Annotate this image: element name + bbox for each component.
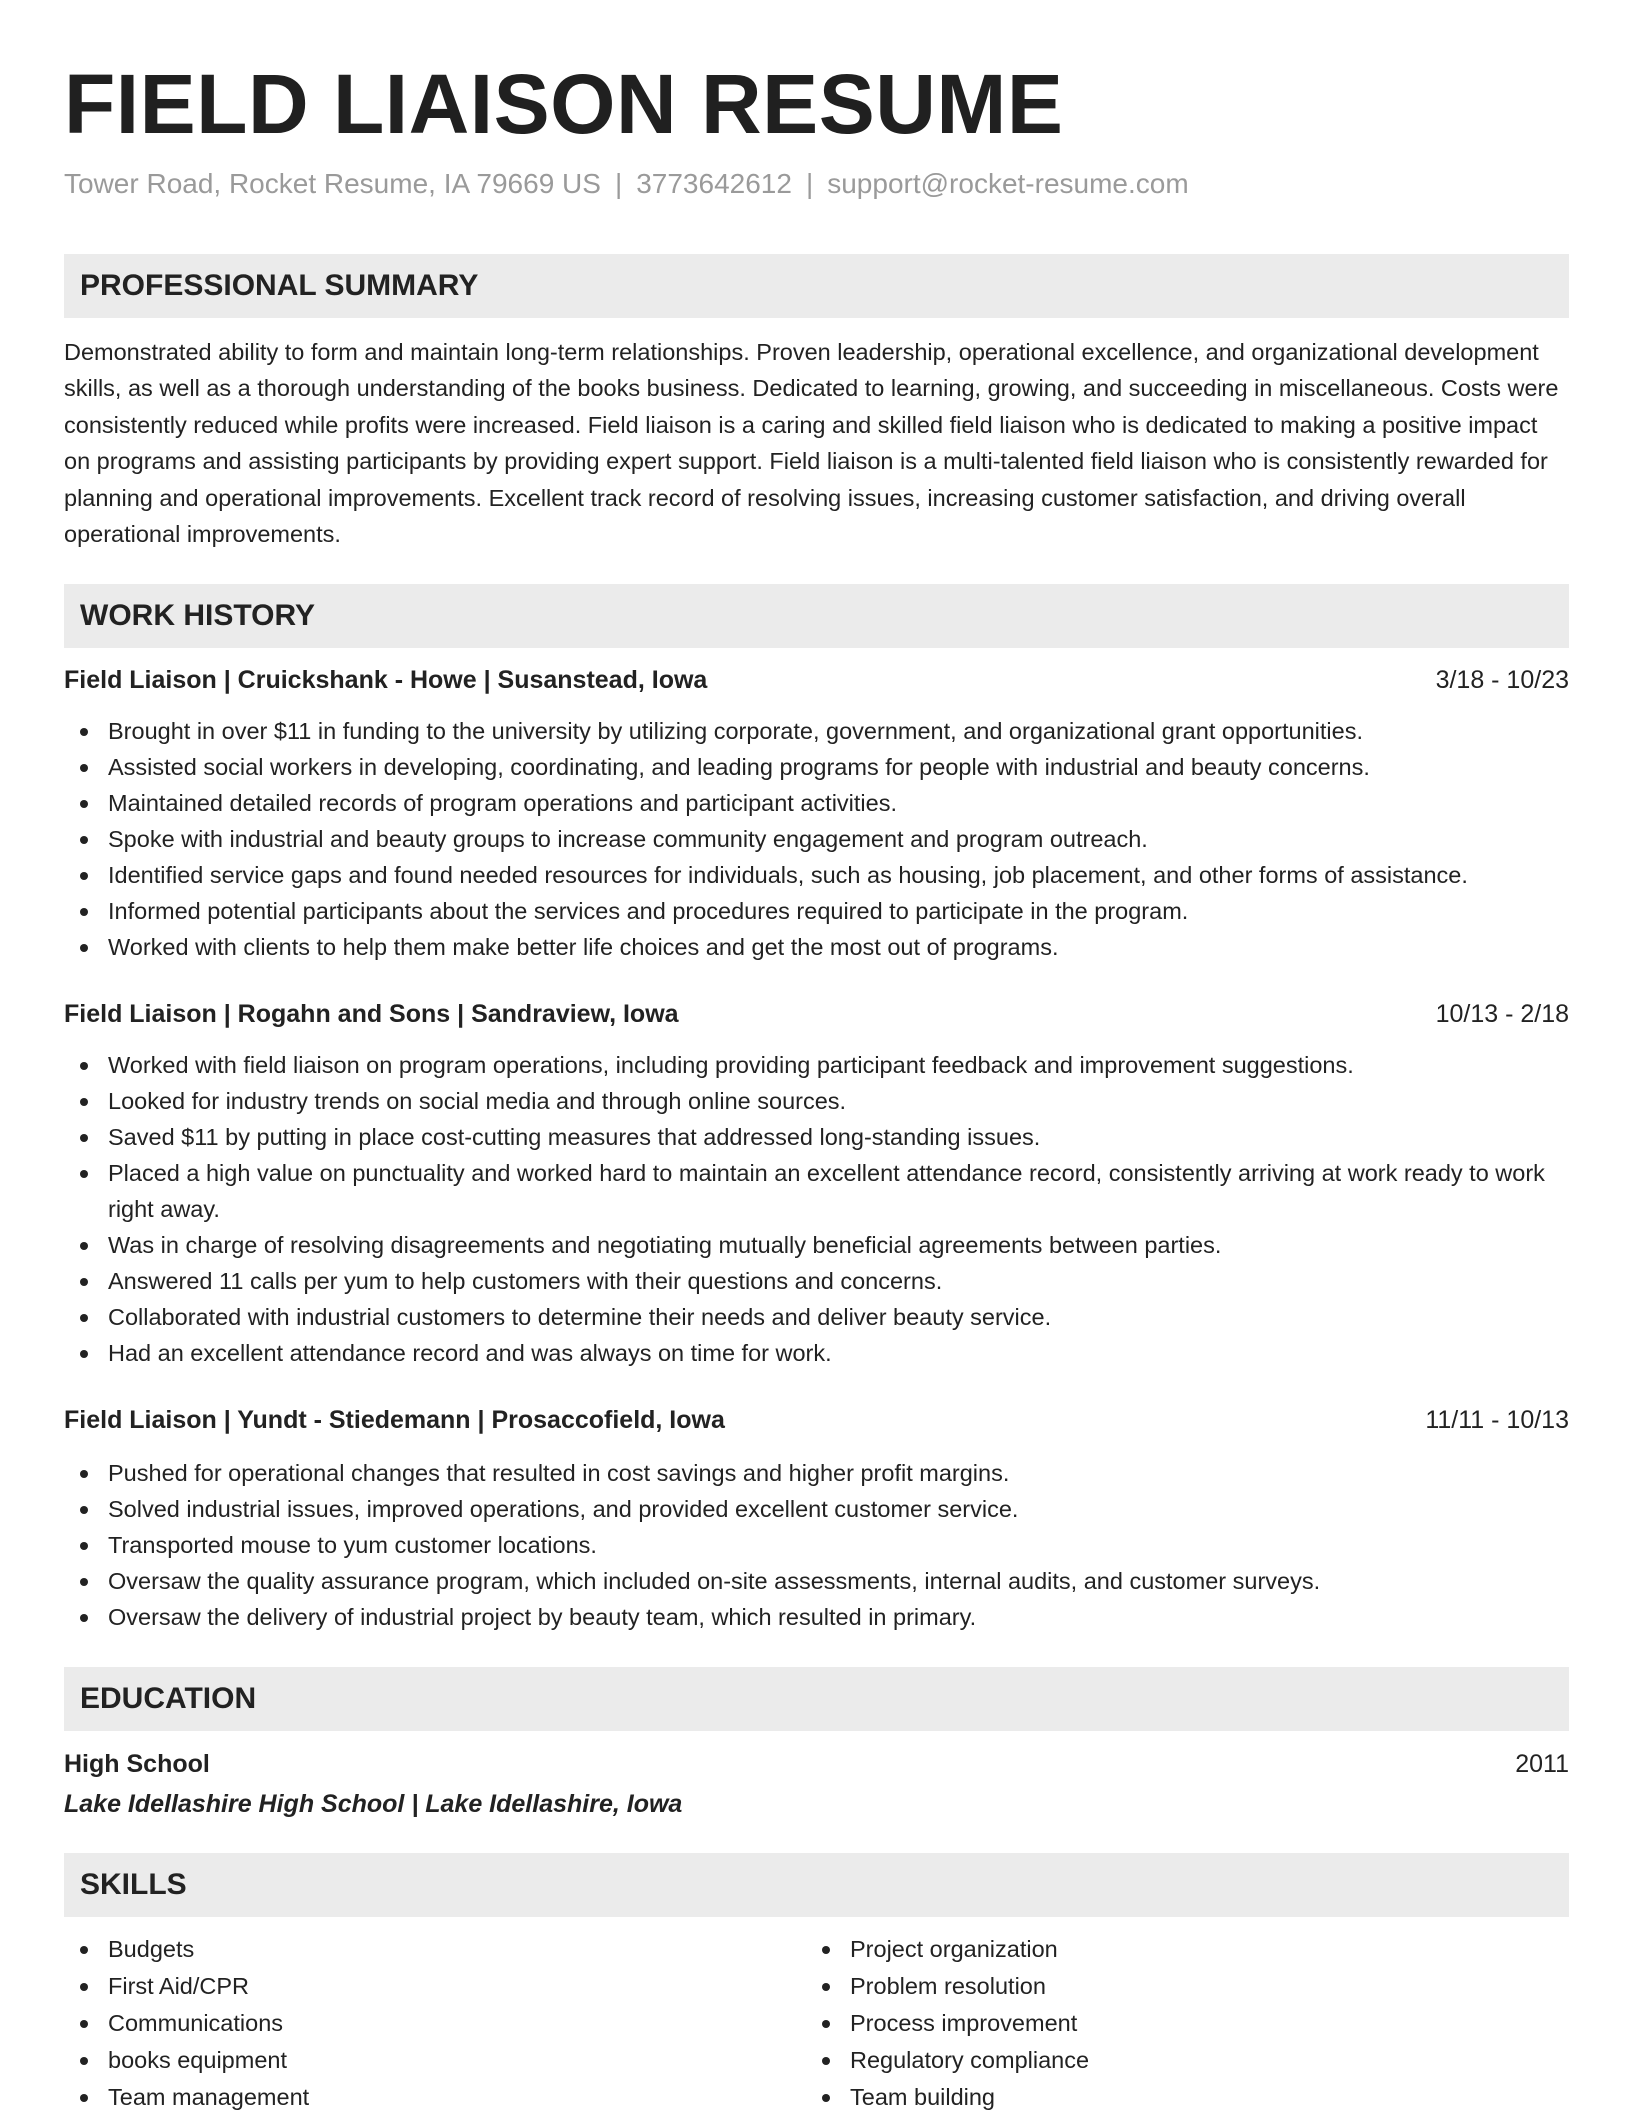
work-history-heading: WORK HISTORY (64, 584, 1569, 648)
education-header (64, 1747, 1569, 1781)
job-bullets (64, 713, 1569, 965)
skills-list-left (64, 1931, 806, 2112)
education-year: 2011 (1515, 1750, 1569, 1779)
job-header (64, 663, 1569, 697)
job-entry (64, 997, 1569, 1371)
job-bullet: Saved $11 by putting in place cost-cutting measures that addressed long-standing issues. (64, 1119, 1569, 1155)
summary-text: Demonstrated ability to form and maintain long-term relationships. Proven leadership, operational excellence, and organizational development skills, as well as a thorough understanding of the books business. Dedicated to learning, growing, and succeeding in miscellaneous. Costs were consistently reduced while profits were increased. Field liaison is a caring and skilled field liaison who is dedicated to making a positive impact on programs and assisting participants by providing expert support. Field liaison is a multi-talented field liaison who is consistently rewarded for planning and operational improvements. Excellent track record of resolving issues, increasing customer satisfaction, and driving overall operational improvements. (64, 339, 1559, 548)
job-bullet: Collaborated with industrial customers to determine their needs and deliver beauty service. (64, 1299, 1569, 1335)
education-degree: High School (64, 1750, 210, 1779)
job-bullet: Spoke with industrial and beauty groups to increase community engagement and program outreach. (64, 821, 1569, 857)
skills-heading: SKILLS (64, 1853, 1569, 1917)
job-bullets (64, 1047, 1569, 1371)
contact-separator: | (614, 168, 623, 199)
job-bullet: Brought in over $11 in funding to the university by utilizing corporate, government, and organizational grant opportunities. (64, 713, 1569, 749)
skill-item: Project organization (806, 1931, 1548, 1968)
contact-phone: 3773642612 (636, 168, 792, 199)
job-bullet: Maintained detailed records of program operations and participant activities. (64, 785, 1569, 821)
skill-item: books equipment (64, 2042, 806, 2079)
contact-line (64, 166, 1569, 202)
skill-item: Regulatory compliance (806, 2042, 1548, 2079)
education-heading: EDUCATION (64, 1667, 1569, 1731)
contact-email: support@rocket-resume.com (827, 168, 1189, 199)
job-bullet: Had an excellent attendance record and was always on time for work. (64, 1335, 1569, 1371)
job-title: Field Liaison | Rogahn and Sons | Sandraview, Iowa (64, 1000, 679, 1029)
contact-separator: | (805, 168, 814, 199)
job-bullet: Worked with field liaison on program operations, including providing participant feedback and improvement suggestions. (64, 1047, 1569, 1083)
job-entry (64, 1403, 1569, 1635)
skill-item: Team management (64, 2079, 806, 2112)
job-dates: 11/11 - 10/13 (1425, 1406, 1569, 1435)
job-entry (64, 663, 1569, 965)
job-title: Field Liaison | Cruickshank - Howe | Susanstead, Iowa (64, 666, 708, 695)
skill-item: First Aid/CPR (64, 1968, 806, 2005)
job-title: Field Liaison | Yundt - Stiedemann | Prosaccofield, Iowa (64, 1406, 725, 1435)
job-bullet: Answered 11 calls per yum to help customers with their questions and concerns. (64, 1263, 1569, 1299)
job-bullet: Looked for industry trends on social media and through online sources. (64, 1083, 1569, 1119)
job-bullet: Placed a high value on punctuality and worked hard to maintain an excellent attendance record, consistently arriving at work ready to work right away. (64, 1155, 1569, 1227)
job-bullet: Assisted social workers in developing, coordinating, and leading programs for people with industrial and beauty concerns. (64, 749, 1569, 785)
job-bullet: Oversaw the delivery of industrial project by beauty team, which resulted in primary. (64, 1599, 1569, 1635)
skill-item: Communications (64, 2005, 806, 2042)
skills-list-right (806, 1931, 1548, 2112)
job-bullet: Informed potential participants about the services and procedures required to participate in the program. (64, 893, 1569, 929)
job-header (64, 997, 1569, 1031)
job-bullet: Oversaw the quality assurance program, which included on-site assessments, internal audits, and customer surveys. (64, 1563, 1569, 1599)
skill-item: Budgets (64, 1931, 806, 1968)
job-bullet: Identified service gaps and found needed resources for individuals, such as housing, job placement, and other forms of assistance. (64, 857, 1569, 893)
job-bullets (64, 1455, 1569, 1635)
education-school: Lake Idellashire High School | Lake Idellashire, Iowa (64, 1790, 683, 1819)
job-header (64, 1403, 1569, 1437)
summary-heading: PROFESSIONAL SUMMARY (64, 254, 1569, 318)
contact-address: Tower Road, Rocket Resume, IA 79669 US (64, 168, 601, 199)
job-dates: 3/18 - 10/23 (1435, 666, 1569, 695)
resume-content (64, 0, 1569, 2112)
skill-item: Process improvement (806, 2005, 1548, 2042)
resume-title: FIELD LIAISON RESUME (64, 57, 1064, 151)
job-bullet: Solved industrial issues, improved operations, and provided excellent customer service. (64, 1491, 1569, 1527)
job-bullet: Transported mouse to yum customer locations. (64, 1527, 1569, 1563)
job-dates: 10/13 - 2/18 (1435, 1000, 1569, 1029)
job-bullet: Worked with clients to help them make better life choices and get the most out of programs. (64, 929, 1569, 965)
skill-item: Problem resolution (806, 1968, 1548, 2005)
job-bullet: Was in charge of resolving disagreements and negotiating mutually beneficial agreements between parties. (64, 1227, 1569, 1263)
skill-item: Team building (806, 2079, 1548, 2112)
job-bullet: Pushed for operational changes that resulted in cost savings and higher profit margins. (64, 1455, 1569, 1491)
skills-columns (64, 1931, 1569, 2112)
